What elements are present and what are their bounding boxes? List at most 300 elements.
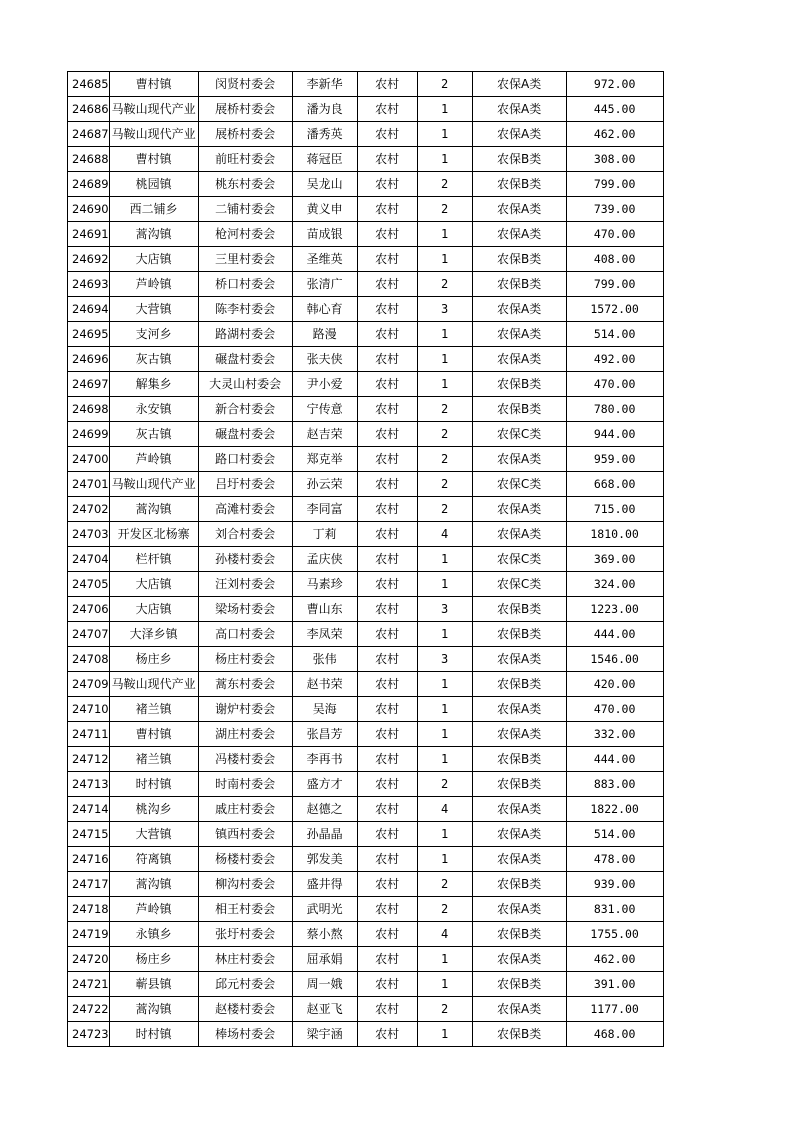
- category-cell: 农保B类: [472, 172, 566, 197]
- area-cell: 农村: [357, 722, 417, 747]
- name-cell: 韩心育: [292, 297, 357, 322]
- village-cell: 枪河村委会: [198, 222, 292, 247]
- table-row: [68, 597, 664, 622]
- amount-cell: 1223.00: [566, 597, 663, 622]
- area-cell: 农村: [357, 922, 417, 947]
- town-cell: 褚兰镇: [109, 697, 198, 722]
- village-cell: 吕圩村委会: [198, 472, 292, 497]
- id-cell: 24711: [68, 722, 110, 747]
- name-cell: 孟庆侠: [292, 547, 357, 572]
- town-cell: 大营镇: [109, 297, 198, 322]
- area-cell: 农村: [357, 372, 417, 397]
- table-row: [68, 772, 664, 797]
- name-cell: 张清广: [292, 272, 357, 297]
- area-cell: 农村: [357, 272, 417, 297]
- area-cell: 农村: [357, 772, 417, 797]
- table-row: [68, 172, 664, 197]
- count-cell: 1: [417, 722, 472, 747]
- name-cell: 蒋冠臣: [292, 147, 357, 172]
- category-cell: 农保C类: [472, 572, 566, 597]
- count-cell: 1: [417, 572, 472, 597]
- count-cell: 2: [417, 397, 472, 422]
- id-cell: 24694: [68, 297, 110, 322]
- count-cell: 1: [417, 122, 472, 147]
- id-cell: 24688: [68, 147, 110, 172]
- area-cell: 农村: [357, 747, 417, 772]
- amount-cell: 780.00: [566, 397, 663, 422]
- count-cell: 2: [417, 497, 472, 522]
- area-cell: 农村: [357, 897, 417, 922]
- area-cell: 农村: [357, 122, 417, 147]
- category-cell: 农保A类: [472, 322, 566, 347]
- table-row: [68, 147, 664, 172]
- area-cell: 农村: [357, 672, 417, 697]
- village-cell: 碾盘村委会: [198, 422, 292, 447]
- category-cell: 农保B类: [472, 972, 566, 997]
- area-cell: 农村: [357, 697, 417, 722]
- town-cell: 蒿沟镇: [109, 497, 198, 522]
- id-cell: 24710: [68, 697, 110, 722]
- table-row: [68, 922, 664, 947]
- village-cell: 路湖村委会: [198, 322, 292, 347]
- amount-cell: 420.00: [566, 672, 663, 697]
- table-row: [68, 847, 664, 872]
- id-cell: 24715: [68, 822, 110, 847]
- category-cell: 农保A类: [472, 122, 566, 147]
- town-cell: 时村镇: [109, 1022, 198, 1047]
- town-cell: 栏杆镇: [109, 547, 198, 572]
- table-row: [68, 897, 664, 922]
- table-row: [68, 747, 664, 772]
- count-cell: 1: [417, 547, 472, 572]
- amount-cell: 668.00: [566, 472, 663, 497]
- id-cell: 24703: [68, 522, 110, 547]
- amount-cell: 462.00: [566, 122, 663, 147]
- town-cell: 永镇乡: [109, 922, 198, 947]
- village-cell: 相王村委会: [198, 897, 292, 922]
- name-cell: 曹山东: [292, 597, 357, 622]
- village-cell: 前旺村委会: [198, 147, 292, 172]
- village-cell: 陈李村委会: [198, 297, 292, 322]
- amount-cell: 324.00: [566, 572, 663, 597]
- village-cell: 林庄村委会: [198, 947, 292, 972]
- category-cell: 农保A类: [472, 497, 566, 522]
- amount-cell: 1822.00: [566, 797, 663, 822]
- table-row: [68, 997, 664, 1022]
- village-cell: 展桥村委会: [198, 122, 292, 147]
- amount-cell: 1572.00: [566, 297, 663, 322]
- table-row: [68, 622, 664, 647]
- area-cell: 农村: [357, 1022, 417, 1047]
- category-cell: 农保B类: [472, 272, 566, 297]
- village-cell: 湖庄村委会: [198, 722, 292, 747]
- name-cell: 赵吉荣: [292, 422, 357, 447]
- category-cell: 农保A类: [472, 847, 566, 872]
- village-cell: 谢炉村委会: [198, 697, 292, 722]
- town-cell: 开发区北杨寨: [109, 522, 198, 547]
- category-cell: 农保B类: [472, 247, 566, 272]
- count-cell: 1: [417, 747, 472, 772]
- area-cell: 农村: [357, 872, 417, 897]
- village-cell: 赵楼村委会: [198, 997, 292, 1022]
- village-cell: 高口村委会: [198, 622, 292, 647]
- count-cell: 1: [417, 147, 472, 172]
- count-cell: 1: [417, 347, 472, 372]
- table-row: [68, 247, 664, 272]
- table-row: [68, 572, 664, 597]
- area-cell: 农村: [357, 947, 417, 972]
- village-cell: 邱元村委会: [198, 972, 292, 997]
- count-cell: 4: [417, 922, 472, 947]
- name-cell: 路漫: [292, 322, 357, 347]
- category-cell: 农保A类: [472, 722, 566, 747]
- village-cell: 新合村委会: [198, 397, 292, 422]
- name-cell: 李新华: [292, 72, 357, 97]
- category-cell: 农保B类: [472, 372, 566, 397]
- count-cell: 2: [417, 997, 472, 1022]
- count-cell: 1: [417, 847, 472, 872]
- category-cell: 农保C类: [472, 472, 566, 497]
- table-row: [68, 397, 664, 422]
- name-cell: 孙云荣: [292, 472, 357, 497]
- area-cell: 农村: [357, 397, 417, 422]
- village-cell: 展桥村委会: [198, 97, 292, 122]
- id-cell: 24689: [68, 172, 110, 197]
- village-cell: 高滩村委会: [198, 497, 292, 522]
- id-cell: 24720: [68, 947, 110, 972]
- count-cell: 1: [417, 947, 472, 972]
- table-row: [68, 1022, 664, 1047]
- village-cell: 镇西村委会: [198, 822, 292, 847]
- village-cell: 柳沟村委会: [198, 872, 292, 897]
- town-cell: 芦岭镇: [109, 447, 198, 472]
- table-row: [68, 422, 664, 447]
- town-cell: 蕲县镇: [109, 972, 198, 997]
- amount-cell: 445.00: [566, 97, 663, 122]
- area-cell: 农村: [357, 72, 417, 97]
- id-cell: 24708: [68, 647, 110, 672]
- village-cell: 蒿东村委会: [198, 672, 292, 697]
- table-row: [68, 222, 664, 247]
- name-cell: 苗成银: [292, 222, 357, 247]
- count-cell: 2: [417, 897, 472, 922]
- id-cell: 24707: [68, 622, 110, 647]
- category-cell: 农保A类: [472, 997, 566, 1022]
- table-row: [68, 672, 664, 697]
- area-cell: 农村: [357, 347, 417, 372]
- town-cell: 大店镇: [109, 572, 198, 597]
- village-cell: 戚庄村委会: [198, 797, 292, 822]
- area-cell: 农村: [357, 597, 417, 622]
- amount-cell: 492.00: [566, 347, 663, 372]
- name-cell: 赵亚飞: [292, 997, 357, 1022]
- amount-cell: 715.00: [566, 497, 663, 522]
- table-row: [68, 372, 664, 397]
- name-cell: 张昌芳: [292, 722, 357, 747]
- amount-cell: 470.00: [566, 372, 663, 397]
- amount-cell: 799.00: [566, 272, 663, 297]
- count-cell: 1: [417, 372, 472, 397]
- category-cell: 农保A类: [472, 947, 566, 972]
- table-row: [68, 522, 664, 547]
- id-cell: 24718: [68, 897, 110, 922]
- id-cell: 24717: [68, 872, 110, 897]
- table-row: [68, 472, 664, 497]
- count-cell: 3: [417, 297, 472, 322]
- id-cell: 24701: [68, 472, 110, 497]
- village-cell: 闵贤村委会: [198, 72, 292, 97]
- area-cell: 农村: [357, 572, 417, 597]
- table-row: [68, 97, 664, 122]
- village-cell: 二铺村委会: [198, 197, 292, 222]
- table-row: [68, 197, 664, 222]
- id-cell: 24692: [68, 247, 110, 272]
- table-row: [68, 797, 664, 822]
- count-cell: 1: [417, 972, 472, 997]
- count-cell: 1: [417, 247, 472, 272]
- count-cell: 4: [417, 797, 472, 822]
- name-cell: 黄义申: [292, 197, 357, 222]
- category-cell: 农保A类: [472, 897, 566, 922]
- id-cell: 24693: [68, 272, 110, 297]
- amount-cell: 462.00: [566, 947, 663, 972]
- town-cell: 蒿沟镇: [109, 997, 198, 1022]
- village-cell: 大灵山村委会: [198, 372, 292, 397]
- name-cell: 李同富: [292, 497, 357, 522]
- village-cell: 汪刘村委会: [198, 572, 292, 597]
- name-cell: 武明光: [292, 897, 357, 922]
- village-cell: 棒场村委会: [198, 1022, 292, 1047]
- table-row: [68, 72, 664, 97]
- count-cell: 2: [417, 422, 472, 447]
- name-cell: 宁传意: [292, 397, 357, 422]
- area-cell: 农村: [357, 172, 417, 197]
- id-cell: 24699: [68, 422, 110, 447]
- village-cell: 桥口村委会: [198, 272, 292, 297]
- category-cell: 农保A类: [472, 72, 566, 97]
- area-cell: 农村: [357, 297, 417, 322]
- town-cell: 曹村镇: [109, 72, 198, 97]
- town-cell: 马鞍山现代产业: [109, 97, 198, 122]
- town-cell: 芦岭镇: [109, 272, 198, 297]
- count-cell: 1: [417, 672, 472, 697]
- count-cell: 2: [417, 772, 472, 797]
- category-cell: 农保A类: [472, 697, 566, 722]
- name-cell: 赵德之: [292, 797, 357, 822]
- amount-cell: 468.00: [566, 1022, 663, 1047]
- town-cell: 褚兰镇: [109, 747, 198, 772]
- village-cell: 桃东村委会: [198, 172, 292, 197]
- table-row: [68, 497, 664, 522]
- town-cell: 支河乡: [109, 322, 198, 347]
- name-cell: 屈承娟: [292, 947, 357, 972]
- amount-cell: 408.00: [566, 247, 663, 272]
- count-cell: 1: [417, 97, 472, 122]
- category-cell: 农保A类: [472, 797, 566, 822]
- category-cell: 农保A类: [472, 647, 566, 672]
- village-cell: 刘合村委会: [198, 522, 292, 547]
- name-cell: 梁宇涵: [292, 1022, 357, 1047]
- area-cell: 农村: [357, 997, 417, 1022]
- village-cell: 杨庄村委会: [198, 647, 292, 672]
- id-cell: 24709: [68, 672, 110, 697]
- name-cell: 潘秀英: [292, 122, 357, 147]
- name-cell: 盛方才: [292, 772, 357, 797]
- area-cell: 农村: [357, 472, 417, 497]
- id-cell: 24700: [68, 447, 110, 472]
- table-row: [68, 972, 664, 997]
- category-cell: 农保B类: [472, 397, 566, 422]
- village-cell: 孙楼村委会: [198, 547, 292, 572]
- table-row: [68, 722, 664, 747]
- town-cell: 桃沟乡: [109, 797, 198, 822]
- area-cell: 农村: [357, 847, 417, 872]
- area-cell: 农村: [357, 972, 417, 997]
- table-row: [68, 547, 664, 572]
- table-row: [68, 272, 664, 297]
- table-row: [68, 947, 664, 972]
- town-cell: 符离镇: [109, 847, 198, 872]
- amount-cell: 332.00: [566, 722, 663, 747]
- category-cell: 农保A类: [472, 97, 566, 122]
- table-row: [68, 647, 664, 672]
- table-row: [68, 122, 664, 147]
- name-cell: 郑克举: [292, 447, 357, 472]
- amount-cell: 391.00: [566, 972, 663, 997]
- amount-cell: 369.00: [566, 547, 663, 572]
- id-cell: 24695: [68, 322, 110, 347]
- category-cell: 农保B类: [472, 772, 566, 797]
- category-cell: 农保C类: [472, 422, 566, 447]
- category-cell: 农保C类: [472, 547, 566, 572]
- amount-cell: 514.00: [566, 822, 663, 847]
- area-cell: 农村: [357, 322, 417, 347]
- category-cell: 农保A类: [472, 222, 566, 247]
- amount-cell: 444.00: [566, 622, 663, 647]
- category-cell: 农保A类: [472, 447, 566, 472]
- area-cell: 农村: [357, 522, 417, 547]
- count-cell: 1: [417, 697, 472, 722]
- category-cell: 农保A类: [472, 297, 566, 322]
- count-cell: 2: [417, 872, 472, 897]
- amount-cell: 470.00: [566, 697, 663, 722]
- name-cell: 张伟: [292, 647, 357, 672]
- table-body: [68, 72, 664, 1047]
- area-cell: 农村: [357, 222, 417, 247]
- town-cell: 大店镇: [109, 597, 198, 622]
- count-cell: 1: [417, 622, 472, 647]
- count-cell: 3: [417, 647, 472, 672]
- town-cell: 曹村镇: [109, 722, 198, 747]
- town-cell: 蒿沟镇: [109, 872, 198, 897]
- amount-cell: 939.00: [566, 872, 663, 897]
- records-table: [67, 71, 664, 1047]
- name-cell: 吴龙山: [292, 172, 357, 197]
- village-cell: 冯楼村委会: [198, 747, 292, 772]
- town-cell: 大营镇: [109, 822, 198, 847]
- count-cell: 4: [417, 522, 472, 547]
- category-cell: 农保B类: [472, 597, 566, 622]
- town-cell: 杨庄乡: [109, 647, 198, 672]
- amount-cell: 1177.00: [566, 997, 663, 1022]
- area-cell: 农村: [357, 547, 417, 572]
- amount-cell: 308.00: [566, 147, 663, 172]
- area-cell: 农村: [357, 647, 417, 672]
- category-cell: 农保A类: [472, 197, 566, 222]
- amount-cell: 739.00: [566, 197, 663, 222]
- name-cell: 蔡小熬: [292, 922, 357, 947]
- name-cell: 李再书: [292, 747, 357, 772]
- town-cell: 大泽乡镇: [109, 622, 198, 647]
- category-cell: 农保A类: [472, 822, 566, 847]
- town-cell: 马鞍山现代产业: [109, 472, 198, 497]
- village-cell: 杨楼村委会: [198, 847, 292, 872]
- amount-cell: 883.00: [566, 772, 663, 797]
- name-cell: 张夫侠: [292, 347, 357, 372]
- id-cell: 24696: [68, 347, 110, 372]
- count-cell: 1: [417, 1022, 472, 1047]
- town-cell: 灰古镇: [109, 422, 198, 447]
- amount-cell: 470.00: [566, 222, 663, 247]
- amount-cell: 1810.00: [566, 522, 663, 547]
- count-cell: 2: [417, 272, 472, 297]
- table-row: [68, 872, 664, 897]
- amount-cell: 514.00: [566, 322, 663, 347]
- id-cell: 24686: [68, 97, 110, 122]
- category-cell: 农保B类: [472, 622, 566, 647]
- town-cell: 时村镇: [109, 772, 198, 797]
- count-cell: 2: [417, 197, 472, 222]
- category-cell: 农保A类: [472, 347, 566, 372]
- id-cell: 24685: [68, 72, 110, 97]
- town-cell: 灰古镇: [109, 347, 198, 372]
- area-cell: 农村: [357, 622, 417, 647]
- name-cell: 尹小爱: [292, 372, 357, 397]
- id-cell: 24697: [68, 372, 110, 397]
- name-cell: 丁莉: [292, 522, 357, 547]
- id-cell: 24704: [68, 547, 110, 572]
- village-cell: 梁场村委会: [198, 597, 292, 622]
- count-cell: 2: [417, 172, 472, 197]
- name-cell: 马素珍: [292, 572, 357, 597]
- table-row: [68, 322, 664, 347]
- id-cell: 24712: [68, 747, 110, 772]
- town-cell: 西二铺乡: [109, 197, 198, 222]
- id-cell: 24714: [68, 797, 110, 822]
- id-cell: 24705: [68, 572, 110, 597]
- name-cell: 赵书荣: [292, 672, 357, 697]
- name-cell: 孙晶晶: [292, 822, 357, 847]
- count-cell: 2: [417, 447, 472, 472]
- town-cell: 蒿沟镇: [109, 222, 198, 247]
- town-cell: 杨庄乡: [109, 947, 198, 972]
- category-cell: 农保B类: [472, 147, 566, 172]
- count-cell: 1: [417, 822, 472, 847]
- name-cell: 郭发美: [292, 847, 357, 872]
- count-cell: 1: [417, 222, 472, 247]
- area-cell: 农村: [357, 147, 417, 172]
- category-cell: 农保B类: [472, 672, 566, 697]
- town-cell: 解集乡: [109, 372, 198, 397]
- area-cell: 农村: [357, 422, 417, 447]
- table-row: [68, 822, 664, 847]
- village-cell: 张圩村委会: [198, 922, 292, 947]
- name-cell: 圣维英: [292, 247, 357, 272]
- name-cell: 盛井得: [292, 872, 357, 897]
- area-cell: 农村: [357, 797, 417, 822]
- id-cell: 24716: [68, 847, 110, 872]
- count-cell: 1: [417, 322, 472, 347]
